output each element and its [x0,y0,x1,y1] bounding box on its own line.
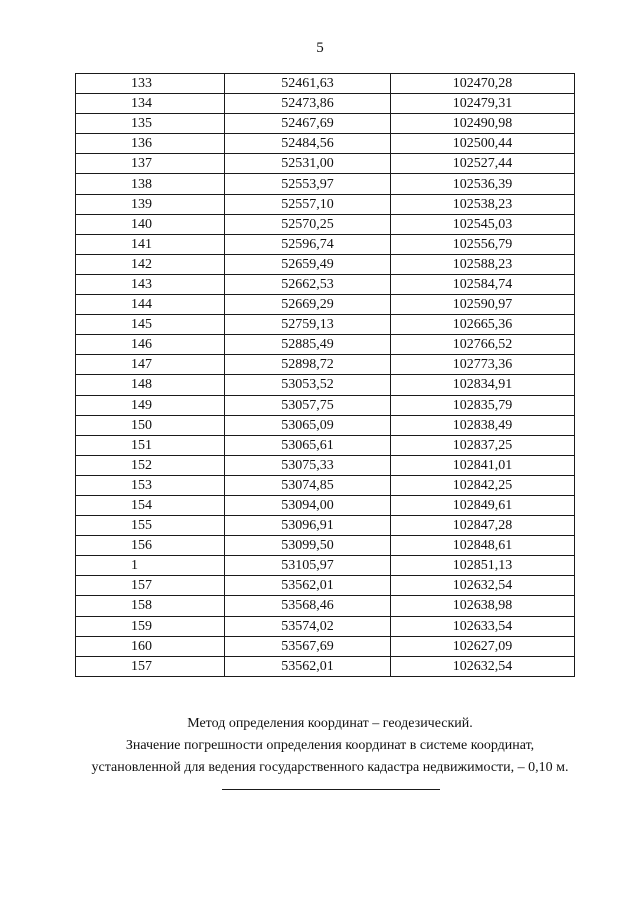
table-row [76,596,575,616]
point-number-cell: 148 [76,375,225,395]
point-number-cell: 134 [76,94,225,114]
x-coordinate-cell: 53075,33 [225,455,391,475]
point-number-cell: 133 [76,74,225,94]
point-number-cell: 151 [76,435,225,455]
x-coordinate-cell: 53065,61 [225,435,391,455]
x-coordinate-cell: 52557,10 [225,194,391,214]
y-coordinate-cell: 102500,44 [391,134,575,154]
table-row [76,455,575,475]
y-coordinate-cell: 102848,61 [391,536,575,556]
y-coordinate-cell: 102638,98 [391,596,575,616]
accuracy-note-line-2: установленной для ведения государственного кадастра недвижимости, – 0,10 м. [91,760,569,775]
table-row [76,435,575,455]
table-row [76,194,575,214]
y-coordinate-cell: 102835,79 [391,395,575,415]
y-coordinate-cell: 102838,49 [391,415,575,435]
point-number-cell: 1 [76,556,225,576]
y-coordinate-cell: 102536,39 [391,174,575,194]
x-coordinate-cell: 53074,85 [225,475,391,495]
table-row [76,254,575,274]
point-number-cell: 153 [76,475,225,495]
point-number-cell: 157 [76,656,225,676]
point-number-cell: 154 [76,495,225,515]
table-row [76,415,575,435]
table-row [76,656,575,676]
table-row [76,174,575,194]
table-row [76,274,575,294]
x-coordinate-cell: 52531,00 [225,154,391,174]
x-coordinate-cell: 53096,91 [225,516,391,536]
y-coordinate-cell: 102837,25 [391,435,575,455]
y-coordinate-cell: 102851,13 [391,556,575,576]
x-coordinate-cell: 52759,13 [225,315,391,335]
table-row [76,556,575,576]
table-row [76,616,575,636]
x-coordinate-cell: 52553,97 [225,174,391,194]
y-coordinate-cell: 102556,79 [391,234,575,254]
point-number-cell: 159 [76,616,225,636]
x-coordinate-cell: 53574,02 [225,616,391,636]
point-number-cell: 156 [76,536,225,556]
table-row [76,134,575,154]
x-coordinate-cell: 53094,00 [225,495,391,515]
y-coordinate-cell: 102584,74 [391,274,575,294]
y-coordinate-cell: 102834,91 [391,375,575,395]
x-coordinate-cell: 53567,69 [225,636,391,656]
y-coordinate-cell: 102633,54 [391,616,575,636]
x-coordinate-cell: 53099,50 [225,536,391,556]
table-row [76,234,575,254]
point-number-cell: 140 [76,214,225,234]
table-row [76,114,575,134]
table-row [76,375,575,395]
point-number-cell: 144 [76,295,225,315]
table-row [76,154,575,174]
point-number-cell: 143 [76,274,225,294]
y-coordinate-cell: 102766,52 [391,335,575,355]
notes-block [60,713,600,779]
x-coordinate-cell: 52669,29 [225,295,391,315]
point-number-cell: 149 [76,395,225,415]
x-coordinate-cell: 53053,52 [225,375,391,395]
point-number-cell: 155 [76,516,225,536]
y-coordinate-cell: 102479,31 [391,94,575,114]
accuracy-note-line-1: Значение погрешности определения координат в системе координат, [125,738,535,753]
y-coordinate-cell: 102590,97 [391,295,575,315]
x-coordinate-cell: 52570,25 [225,214,391,234]
table-row [76,576,575,596]
y-coordinate-cell: 102627,09 [391,636,575,656]
x-coordinate-cell: 52484,56 [225,134,391,154]
point-number-cell: 135 [76,114,225,134]
table-row [76,74,575,94]
x-coordinate-cell: 52659,49 [225,254,391,274]
separator-line [222,789,440,790]
table-row [76,94,575,114]
x-coordinate-cell: 53562,01 [225,656,391,676]
x-coordinate-cell: 53568,46 [225,596,391,616]
y-coordinate-cell: 102847,28 [391,516,575,536]
y-coordinate-cell: 102490,98 [391,114,575,134]
y-coordinate-cell: 102538,23 [391,194,575,214]
x-coordinate-cell: 53562,01 [225,576,391,596]
point-number-cell: 139 [76,194,225,214]
point-number-cell: 160 [76,636,225,656]
y-coordinate-cell: 102849,61 [391,495,575,515]
coordinates-table [75,73,575,677]
point-number-cell: 142 [76,254,225,274]
y-coordinate-cell: 102470,28 [391,74,575,94]
table-row [76,315,575,335]
method-note: Метод определения координат – геодезический. [187,716,473,731]
table-row [76,355,575,375]
point-number-cell: 158 [76,596,225,616]
table-row [76,536,575,556]
x-coordinate-cell: 53105,97 [225,556,391,576]
x-coordinate-cell: 52662,53 [225,274,391,294]
page-number: 5 [316,40,324,56]
y-coordinate-cell: 102632,54 [391,576,575,596]
table-row [76,636,575,656]
point-number-cell: 147 [76,355,225,375]
x-coordinate-cell: 52467,69 [225,114,391,134]
point-number-cell: 138 [76,174,225,194]
y-coordinate-cell: 102545,03 [391,214,575,234]
x-coordinate-cell: 53057,75 [225,395,391,415]
table-row [76,516,575,536]
y-coordinate-cell: 102665,36 [391,315,575,335]
x-coordinate-cell: 52885,49 [225,335,391,355]
point-number-cell: 137 [76,154,225,174]
point-number-cell: 157 [76,576,225,596]
x-coordinate-cell: 52898,72 [225,355,391,375]
point-number-cell: 141 [76,234,225,254]
point-number-cell: 145 [76,315,225,335]
y-coordinate-cell: 102527,44 [391,154,575,174]
x-coordinate-cell: 52596,74 [225,234,391,254]
x-coordinate-cell: 53065,09 [225,415,391,435]
table-row [76,335,575,355]
table-row [76,214,575,234]
y-coordinate-cell: 102632,54 [391,656,575,676]
y-coordinate-cell: 102588,23 [391,254,575,274]
point-number-cell: 152 [76,455,225,475]
y-coordinate-cell: 102841,01 [391,455,575,475]
y-coordinate-cell: 102842,25 [391,475,575,495]
x-coordinate-cell: 52461,63 [225,74,391,94]
coordinates-table-body [76,74,575,677]
point-number-cell: 150 [76,415,225,435]
table-row [76,395,575,415]
table-row [76,495,575,515]
table-row [76,295,575,315]
point-number-cell: 146 [76,335,225,355]
y-coordinate-cell: 102773,36 [391,355,575,375]
x-coordinate-cell: 52473,86 [225,94,391,114]
point-number-cell: 136 [76,134,225,154]
table-row [76,475,575,495]
